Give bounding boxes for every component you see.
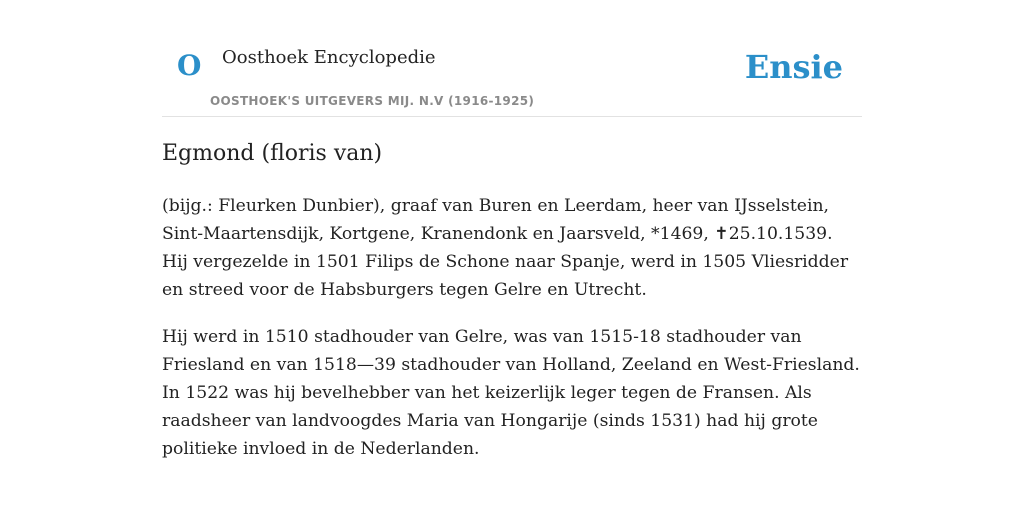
header xyxy=(162,0,862,117)
page-title: Egmond (floris van) xyxy=(162,141,383,166)
entry-body xyxy=(162,192,862,482)
page xyxy=(162,0,862,459)
site-title[interactable]: Oosthoek Encyclopedie xyxy=(222,47,436,68)
entry-paragraph: Hij werd in 1510 stadhouder van Gelre, was van 1515-18 stadhouder van Friesland en van 1518—39 stadhouder van Holland, Zeeland en West-Friesland. In 1522 was hij bevelhebber van het keizerlijk leger tegen de Fransen. Als raadsheer van landvoogdes Maria van Hongarije (sinds 1531) had hij grote politieke invloed in de Nederlanden. xyxy=(162,327,860,459)
entry-paragraph: (bijg.: Fleurken Dunbier), graaf van Buren en Leerdam, heer van IJsselstein, Sint-Maartensdijk, Kortgene, Kranendonk en Jaarsveld, *1469, ✝25.10.1539. Hij vergezelde in 1501 Filips de Schone naar Spanje, werd in 1505 Vliesridder en streed voor de Habsburgers tegen Gelre en Utrecht. xyxy=(162,196,849,300)
publisher-label: OOSTHOEK'S UITGEVERS MIJ. N.V (1916-1925) xyxy=(210,94,535,108)
logo-letter[interactable]: O xyxy=(177,49,202,82)
brand-logo-link[interactable]: Ensie xyxy=(744,48,843,86)
